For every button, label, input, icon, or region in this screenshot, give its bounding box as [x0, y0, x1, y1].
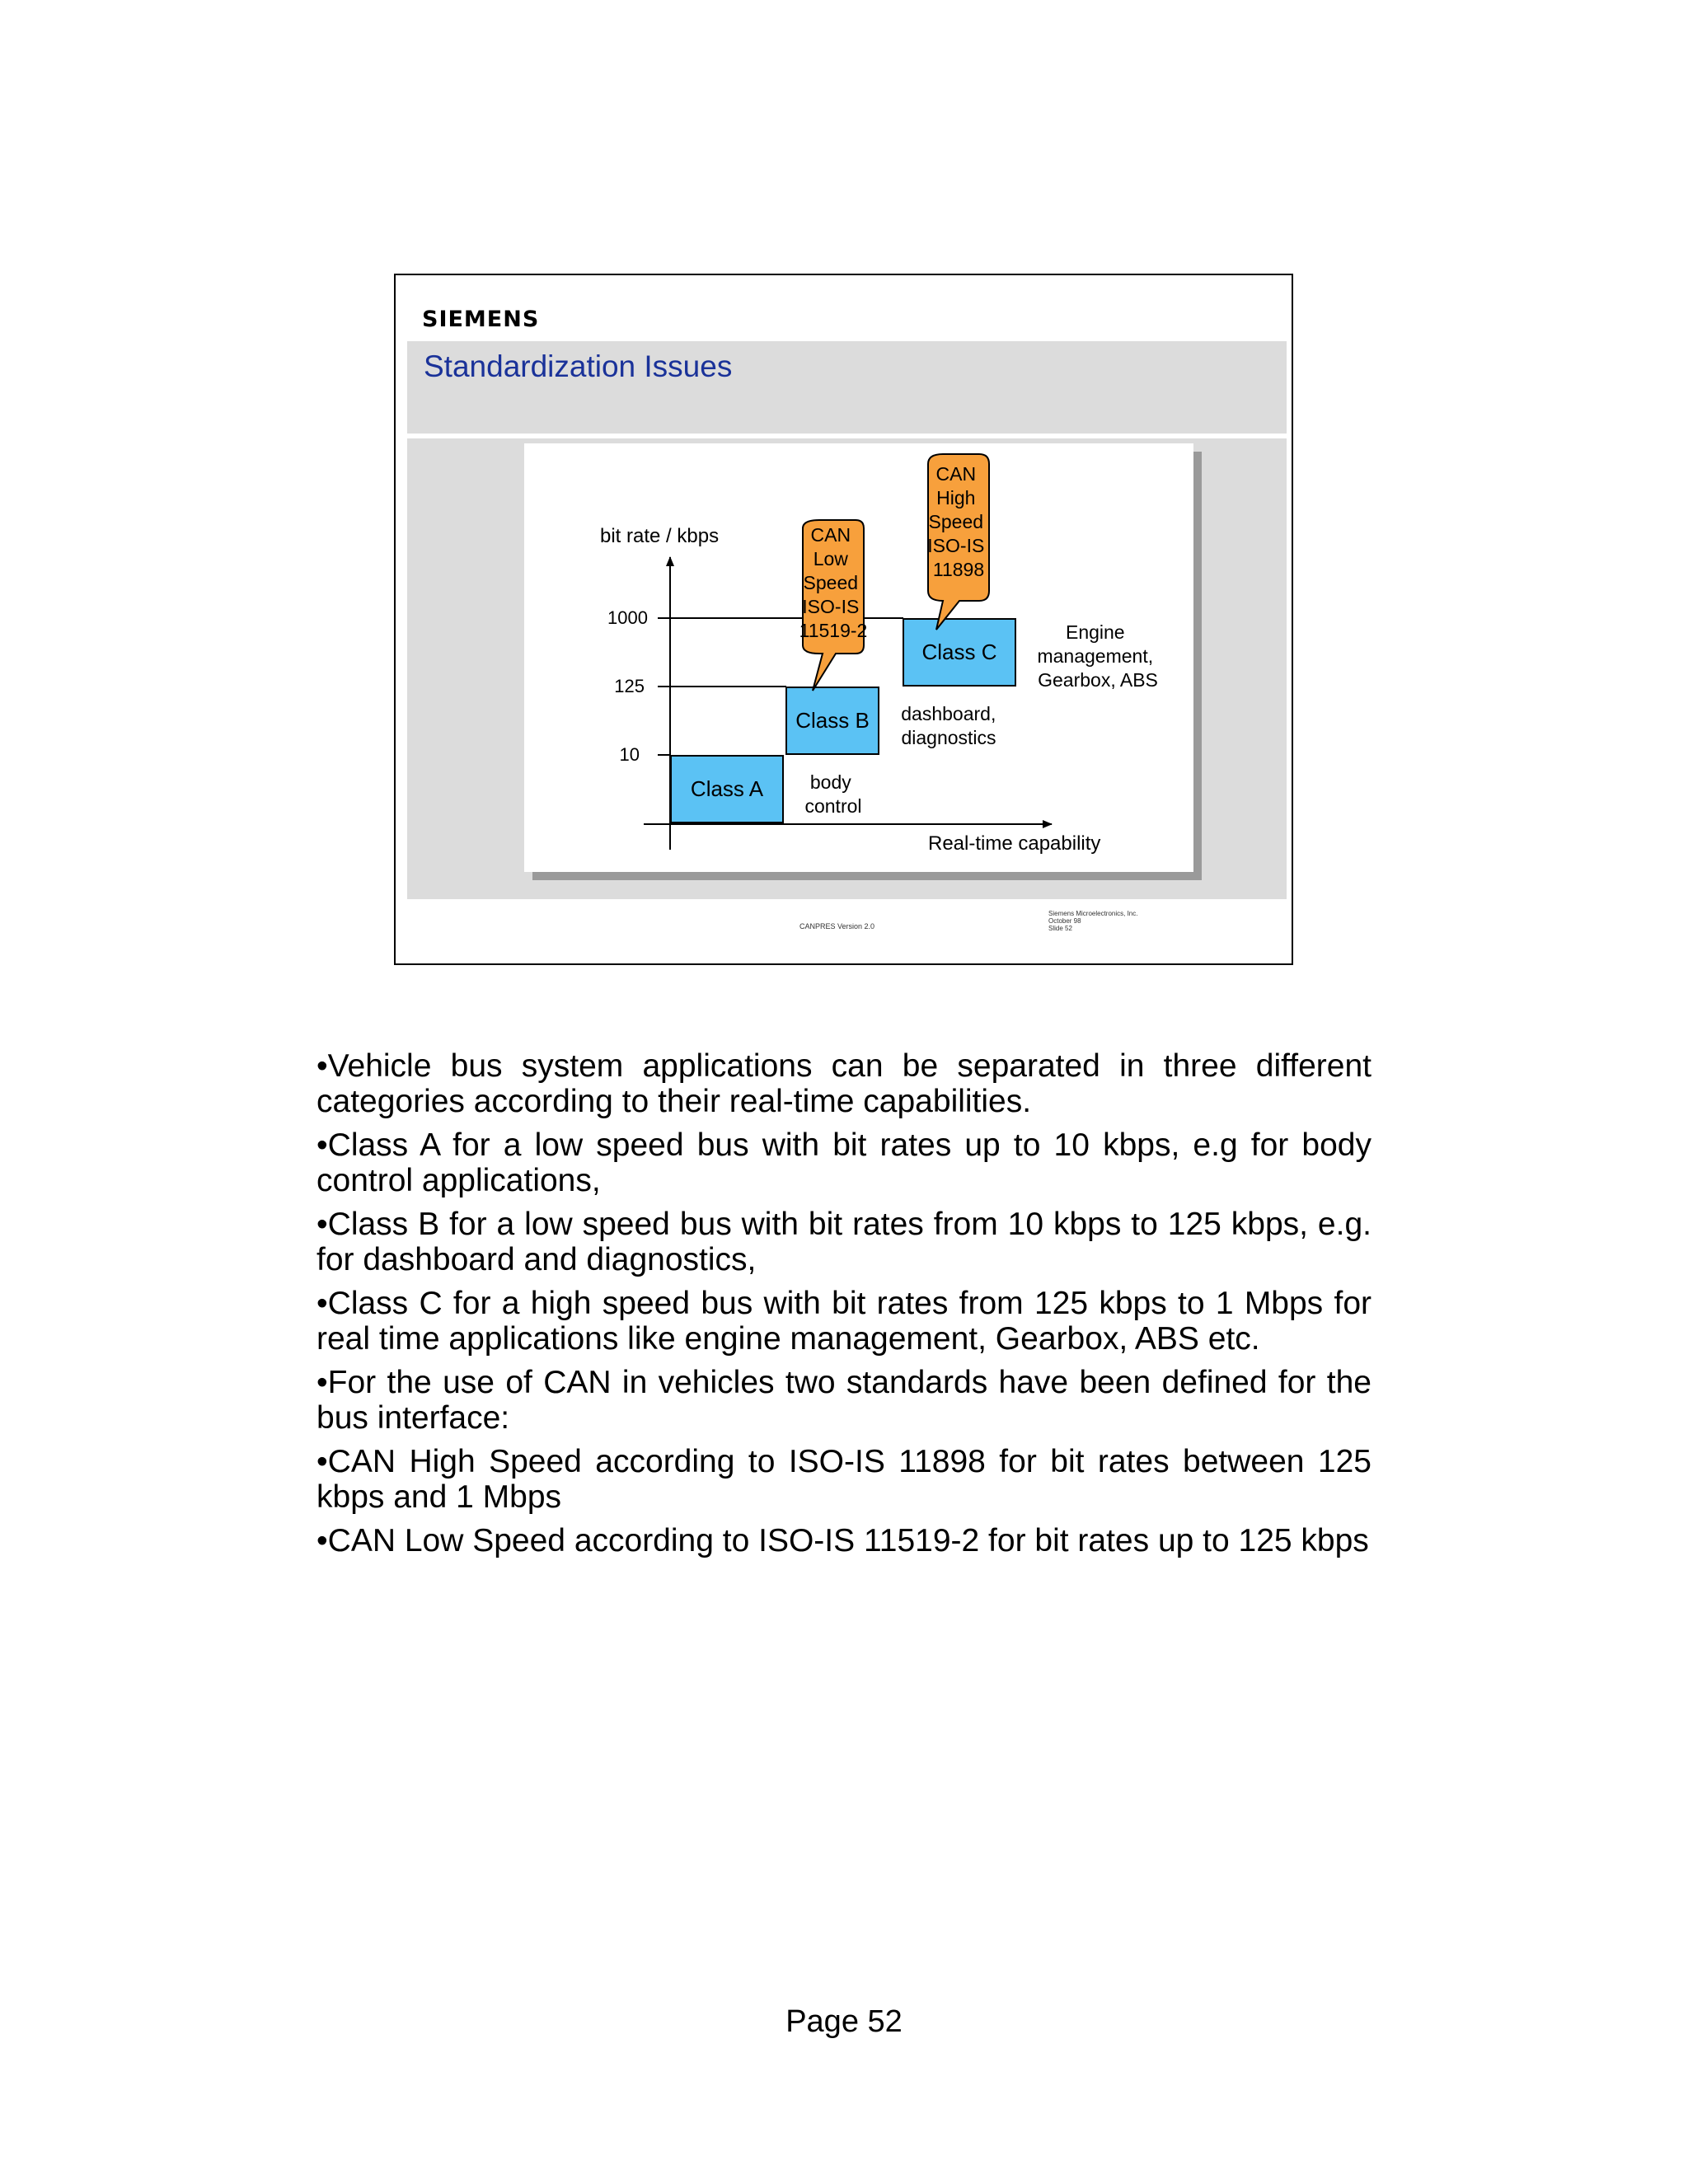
callout-line: Speed	[928, 511, 984, 532]
body-text	[316, 1048, 1372, 1567]
callout-line: 11898	[932, 559, 985, 580]
paragraph: •CAN Low Speed according to ISO-IS 11519-2 for bit rates up to 125 kbps	[316, 1523, 1369, 1558]
slide-frame	[394, 274, 1293, 965]
paragraph: •For the use of CAN in vehicles two standards have been defined for the bus interface:	[316, 1365, 1372, 1436]
slide-title: Standardization Issues	[424, 349, 733, 383]
footer-slide-number: Slide 52	[1048, 925, 1072, 932]
siemens-logo: SIEMENS	[422, 307, 540, 332]
content-band	[407, 438, 1287, 899]
class-c-desc-line: management,	[1037, 645, 1154, 667]
footer-date: October 98	[1048, 917, 1081, 925]
slide-footer-version: CANPRES Version 2.0	[799, 922, 875, 930]
paragraph: •Vehicle bus system applications can be separated in three different categories according to their real-time capabilities.	[316, 1048, 1372, 1119]
footer-company: Siemens Microelectronics, Inc.	[1048, 910, 1138, 917]
can-high-speed-text	[927, 463, 989, 580]
class-b-desc-line: dashboard,	[901, 703, 996, 724]
class-c-label: Class C	[921, 640, 997, 664]
paragraph: •Class B for a low speed bus with bit rates from 10 kbps to 125 kbps, e.g. for dashboard and diagnostics,	[316, 1207, 1372, 1277]
class-a-desc-line: control	[804, 795, 862, 817]
callout-line: Speed	[803, 572, 859, 593]
class-a-desc	[804, 771, 861, 817]
callout-line: ISO-IS	[927, 535, 985, 556]
y-axis-label: bit rate / kbps	[600, 525, 720, 547]
page-number: Page 52	[785, 2004, 903, 2039]
class-b-label: Class B	[795, 708, 870, 733]
tick-label-125: 125	[614, 676, 645, 696]
class-c-desc-line: Engine	[1065, 621, 1125, 643]
class-c-desc-line: Gearbox, ABS	[1038, 669, 1158, 691]
diagram-card	[524, 443, 1193, 872]
slide-footer-info	[1048, 910, 1137, 932]
tick-label-1000: 1000	[607, 607, 648, 628]
callout-line: CAN	[935, 463, 977, 485]
class-a-label: Class A	[690, 776, 764, 801]
x-axis-label: Real-time capability	[928, 832, 1101, 855]
bus-class-diagram	[524, 443, 1193, 872]
class-a-desc-line: body	[809, 771, 851, 793]
class-b-desc-line: diagnostics	[901, 727, 996, 748]
class-b-desc	[901, 703, 1001, 748]
paragraph: •Class C for a high speed bus with bit rates from 125 kbps to 1 Mbps for real time applications like engine management, Gearbox, ABS etc.	[316, 1286, 1372, 1357]
paragraph: •CAN High Speed according to ISO-IS 11898 for bit rates between 125 kbps and 1 Mbps	[316, 1444, 1372, 1515]
callout-line: ISO-IS	[802, 596, 860, 617]
title-band	[407, 341, 1287, 434]
callout-line: High	[936, 487, 976, 509]
class-c-desc	[1037, 621, 1158, 691]
callout-line: Low	[813, 548, 848, 569]
callout-line: 11519-2	[799, 620, 868, 641]
tick-label-10: 10	[619, 744, 640, 765]
callout-line: CAN	[810, 524, 851, 546]
paragraph: •Class A for a low speed bus with bit rates up to 10 kbps, e.g for body control applications,	[316, 1127, 1372, 1198]
